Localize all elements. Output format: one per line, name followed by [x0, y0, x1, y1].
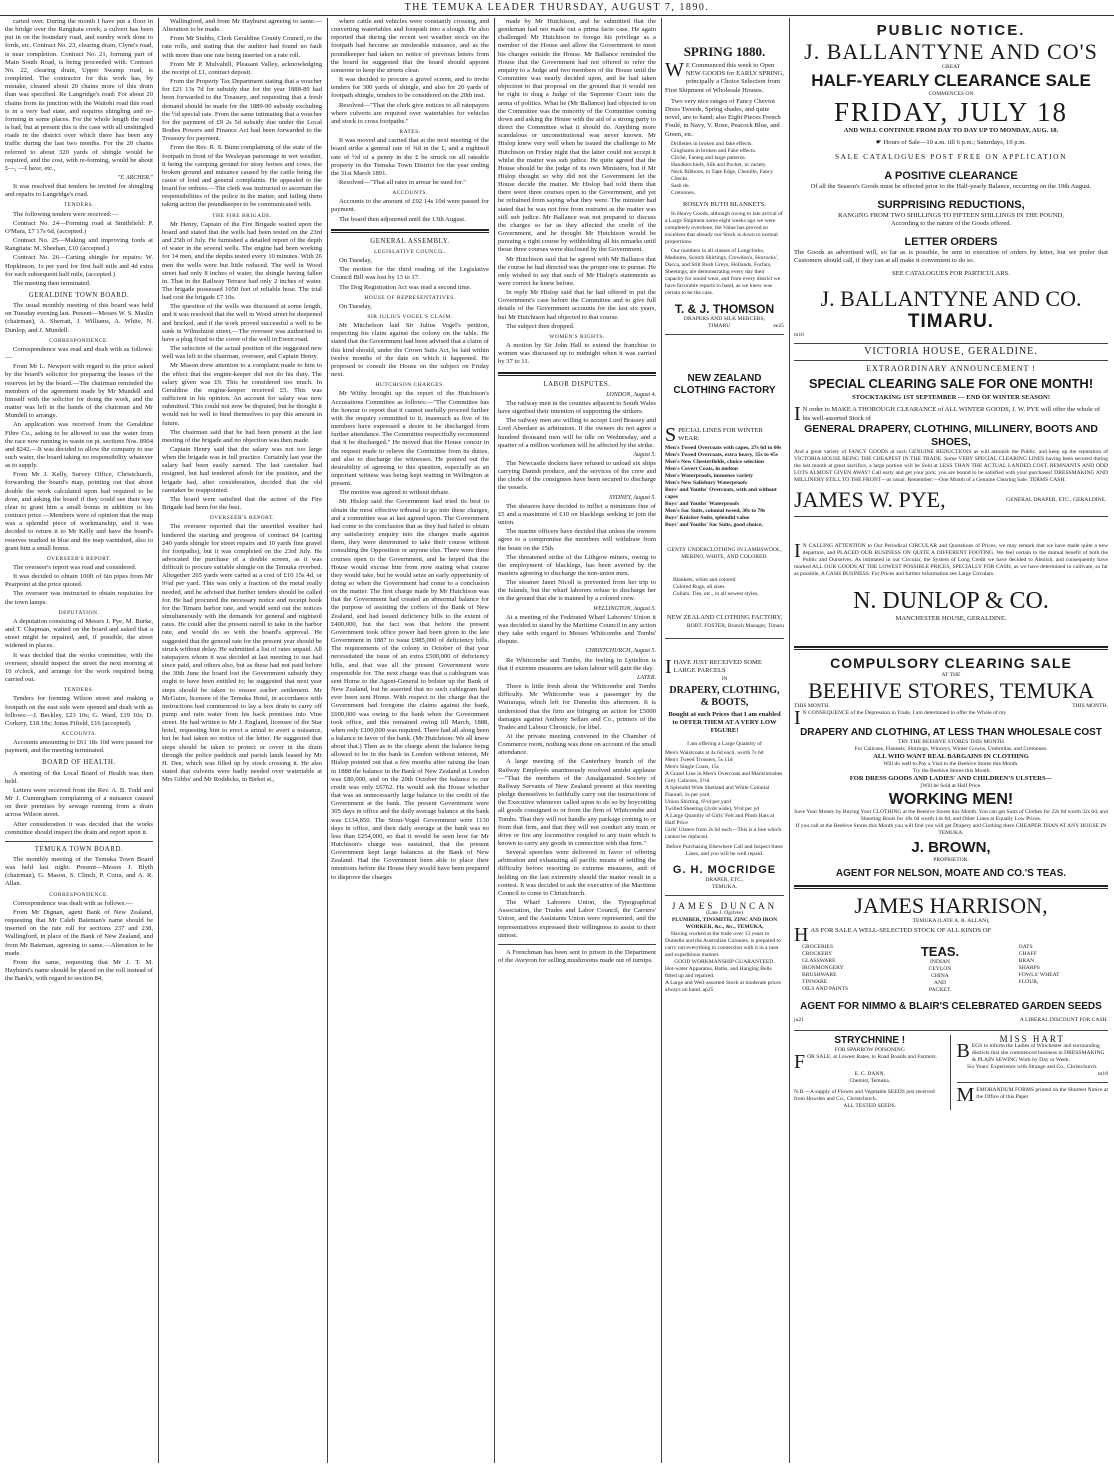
- list-item: A Large Quantity of Girls' Felt and Plush Hats at Half Price: [665, 813, 775, 827]
- ref-code: m18: [1098, 1071, 1108, 1078]
- article-text: The Newcastle dockers have refused to unload six ships carrying Danish produce, and the services of the crew and the clerks of the consignees have been secured to discharge the vessels.: [498, 459, 656, 492]
- subheading: THE FIRE BRIGADE.: [212, 212, 272, 219]
- section-heading: LABOR DISPUTES.: [543, 380, 611, 388]
- article-text: carted over. During the month I have put a floor in the bridge over the Rangitata creek, a culvert has been put in on the boundary road, and sundry work done to fords, etc. Contract No. 23, clearing drain, Clyne's road, is near completion. Contract No. 21, forming part of Main South Road, is being proceeded with. Contract No. 22, clearing drain, Upper Swamp road, is completed. The contractor for this work has, by mistake, cleaned about 20 chains more of this drain than was specified. Re Langridge's road: For about 20 chains from its junction with the Waitohi road this road is in a very bad state, and requires shingling and re-forming in some places. For the whole length the road is bad, but at present this is the case with all unshingled roads in the district over which there has been any traffic during the last two months. For the 20 chains referred to about 320 yards of shingle would be required, and the cost, with re-forming, would be about £—, —I have, etc.,: [5, 18, 153, 172]
- harrison-footer: ju21 A LIBERAL DISCOUNT FOR CASH.: [794, 1017, 1108, 1024]
- pye-name: JAMES W. PYE,: [794, 487, 946, 513]
- article-text: The overseer reported that the unsettled weather had hindered the starting and progress of contract 84 (carting 240 yards shingle for street repairs and 10 yards fine gravel for footpaths), but it was completed on the 23rd July. He advocated the purchase of a double screen, as it was difficult to procure suitable shingle on the Temuka riverbed. Altogether 265 yards were carted at a cost of £10 15s 4d, or 9¼d per yard. This was only a fraction of the metal really needed, and he advised that further tenders should be called for. He had procured the necessary notice and receipt book for the Timaru harbor rate, and would send out the notices simultaneously with the demands for general and nightsoil rates. He could alter the present ratroll to take in the harbor rate, and would do so with the board's approval. He suggested that the general rate for the present year should be struck without delay. He submitted a list of rates unpaid. All ratepayers whom it was decided at last meeting to sue had since paid, and others also, but as these had not paid before the 30th June the board lost the Government subsidy they ought to have been entitled to; he suggested that next year steps should be taken to ensure earlier settlement. Mr McGuire, licensee of the Temuka Hotel, in accordance with instructions had commenced to lay a box drain to carry off pump and rain water from his back premises into Vine street. He had written to Mr J. England, licensee of the Star hotel, requesting him to erect a urinal to avert a nuisance, but he had taken no notice of the letter. He suggested that steps should be taken to protect or cover in the drain through the police paddock and parish lands leased by Mr H. Dee, which was filled up by stock crossing it. He also stated that culverts were badly needed over watertable at Mrs Gibbs' and Mr Roddicks, in Birket st.,: [162, 523, 322, 784]
- proprietor: PROPRIETOR.: [933, 857, 969, 864]
- article-text: A large meeting of the Canterbury branch of the Railway Employés unanimously resolved amidst applause—"That the members of the Amalgamated Society of Railway Servants of New Zealand present at this meeting pledge themselves to faithfully carry out the instructions of the Executive whenever called upon to do so by boycotting all goods consigned to or from the firm of Whitcombe and Tombs. That they will not handle any package coming to or from that firm, and that they will not conduct any train or drive or fire any locomotive coupled to any train which is known to carry any goods in connection with that firm.": [498, 758, 656, 847]
- list-item: Blankets, white and colored: [673, 577, 736, 584]
- harrison-name: JAMES HARRISON,: [854, 893, 1048, 919]
- list-item: Sash do.: [671, 182, 690, 189]
- hart-name: MISS HART: [999, 1034, 1065, 1045]
- public-notice: PUBLIC NOTICE.: [876, 22, 1026, 39]
- column-2: [158, 18, 325, 1463]
- dropcap-b: B: [956, 1040, 970, 1063]
- sale-date: FRIDAY, JULY 18: [833, 97, 1069, 127]
- morgan-town: TEMUKA.: [711, 884, 738, 891]
- ballantyne-heading: J. BALLANTYNE AND CO'S: [804, 39, 1098, 64]
- this-month: THIS MONTH. THIS MONTH.: [794, 702, 1108, 709]
- list-item: Men's Tweed Trousers, 5s 11d: [665, 757, 733, 764]
- column-1: [2, 18, 156, 1463]
- dropcap-i: I: [794, 706, 801, 729]
- article-text: From Mr L. Newport with regard to the price asked by the board's solicitor for preparing the leases of the reserves let by the board.—The chairman reminded the members of the agreement made by Mr Mundell and himself with the solicitor for doing the work, and the matter was left in the hands of the chairman and Mr Mundell to arrange.: [5, 363, 153, 420]
- column-3: [327, 18, 492, 1463]
- morgan-list: [665, 750, 784, 841]
- list-item: GLASSWARE: [802, 958, 836, 965]
- subheading: TENDERS.: [63, 687, 95, 694]
- dropcap-i: I: [794, 540, 801, 563]
- article-text: Wallingford, and from Mr Hayhurst agreeing to same.—Alteration to be made.: [162, 18, 322, 34]
- article-text: The overseer was instructed to obtain requisites for the town lamps.: [5, 590, 153, 606]
- list-item: Men's Covert Coats, in melton: [665, 466, 738, 473]
- nzcf-genuine: GENTS' UNDERCLOTHING IN LAMBSWOOL, MERINO, WHITE, AND COLORED.: [667, 547, 782, 561]
- divider: [794, 1030, 1108, 1031]
- thomson-town: TIMARU ee25: [708, 323, 784, 330]
- article-text: The motion for the third reading of the Legislative Council Bill was lost by 13 to 17.: [331, 266, 489, 282]
- newspaper-masthead: THE TEMUKA LEADER THURSDAY, AUGUST 7, 1890.: [0, 0, 1114, 16]
- article-text: A Frenchman has been sent to prison in the Department of the Aveyron for selling mushrooms made out of turnips.: [498, 948, 656, 965]
- divider: [794, 343, 1108, 344]
- article-text: where cattle and vehicles were constantly crossing, and converting watertables and footpath into a slough. He also reported that during the recent wet weather stock on the footpath had become an intolerable nuisance, and as the poundkeeper had taken no notice of previous letters from the board he suggested that the board should appoint someone to keep the streets clear.: [331, 18, 489, 74]
- dunlop-name: N. DUNLOP & CO.: [853, 588, 1049, 615]
- article-text: Correspondence was read and dealt with as follows:—: [5, 345, 153, 362]
- hart-ad: [957, 1035, 1109, 1110]
- commences: COMMENCES ON: [928, 91, 974, 97]
- article-text: Mr Withy brought up the report of the Hutchison's Accusations Committee as follows:—"The Committee has the honour to report that it cannot usefully proceed further with the enquiry committed to it, inasmuch as five of its members have expressed a desire to be discharged from further attendance. The Committee respectfully recommend that it be discharged." He moved that the House concur in the request made to relieve the Committee from its duties, and also to discharge the witnesses. He pointed out the desirability of agreeing to this question, especially as an important witness was being kept waiting in Wellington at present.: [331, 390, 489, 488]
- dropcap-i: I: [665, 655, 672, 678]
- victoria-house: VICTORIA HOUSE, GERALDINE.: [864, 345, 1038, 357]
- duncan-good: GOOD WORKMANSHIP GUARANTEED.: [674, 959, 775, 966]
- list-item: OATS: [1018, 944, 1033, 951]
- divider: [665, 895, 784, 896]
- nzcf-footer: NEW ZEALAND CLOTHING FACTORY,: [666, 614, 783, 622]
- article-text: It was decided that the works committee, with the overseer, should inspect the street the next morning at 10 o'clock, and arrange for the work required being carried out.: [5, 651, 153, 684]
- list-item: Men's Tweed Overcoats, extra heavy, 35s to 45s: [665, 452, 778, 459]
- list-item: Men's Single Coats, 15s: [665, 764, 719, 771]
- article-text: A meeting of the Local Board of Health was then held.: [5, 769, 153, 785]
- article-text: On Tuesday,: [339, 302, 372, 310]
- brown-big: DRAPERY AND CLOTHING, AT LESS THAN WHOLESALE COST: [800, 726, 1102, 738]
- list-item: Cliché, Fanteg and large patterns.: [671, 154, 747, 161]
- section-heading: BOARD OF HEALTH.: [42, 759, 116, 767]
- roslyn-body-2: Our numbers in all classes of Longcloths, Mediums, Scotch Shirtings, Crewdon's, Horrocks', Dacca, and Stilt Bush Greys, Hollands, Forfars, Sheetings, are demonstrating every day their capacity for sound wear, and from every district we have favorable reports to hand, as we knew was certain to be the case.: [665, 248, 781, 297]
- list-item: Boys' and Youths' Waterproofs: [665, 501, 740, 508]
- morgan-intro: IHAVE JUST RECEIVED SOME LARGE PARCELS: [665, 655, 762, 678]
- column-5-ads: [661, 18, 787, 1463]
- article-text: The chairman said that he had been present at the last meeting of the brigade and no objection was then made.: [162, 428, 322, 444]
- article-text: From the Rev. R. S. Bunn complaining of the state of the footpath in front of the Wesleyan parsonage in wet weather, it being the camping ground for stray horses and cows, the broken ground and nuisance caused by the cattle being the cause of loud and general complaints. He appealed to the board for redress.—The clerk was instructed to ascertain the responsibilities of the police in the matter, and failing them taking action the poundkeeper to be communicated with.: [162, 144, 322, 209]
- duncan-trade: PLUMBER, TINSMITH, ZINC AND IRON WORKER, &c., &c., TEMUKA,: [671, 917, 778, 931]
- article-text: After consideration it was decided that the works committee should inspect the drain and report upon it.: [5, 820, 153, 836]
- list-item: TINWARE: [802, 979, 828, 986]
- dropcap-w: W: [665, 59, 684, 81]
- brown-body-2: For Calicoes, Flannels, Shirtings, Winceys, Winter Gowns, Umbrellas, and Cretonnes.: [854, 745, 1048, 752]
- article-text: made by Mr Hutchison, and he submitted that the gentleman had not made out a prima facie case. He again challenged Mr Hutchison to forego his privilege as a member of the House and allow the Government to meet his charges outside the House. Mr Ballance reminded the House that the Government had not offered to refer the enquiry to a Judge and two members of the House until the Committee was nearly decided upon, and he had taken objection to that proposal on the ground that it would not be right to drag a Judge of the Supreme Court into the arena of politics. What he (Mr Ballance) had objected to on the Committee was the minority of the Committee coming down and asking the House with the aid of a strong party to direct the Committee what it should do. Anything more scandalous or unconstitutional was never known. Mr Hislop knew very well when he issued the challenge to Mr Hutchison on Friday night that the latter could not accept it whilst the matter was sub judice. He quite agreed that the House should be the judge of its own Ministers, but if Mr Hislop thought so why did not the Government let the House decide the matter. Mr Hislop had told them that there were three courses open to the Government, and yet he refrained from saying what they were. The minister had stated that he was not free from restraint as the matter was still sub judice. Mr Ballance was not prepared to discuss the charges so far as they affected the credit of the Government, and he thought Mr Hutchison would be pursuing a right course by withholding all his remarks until those three courses were disclosed by the Government.: [498, 18, 656, 254]
- article-text: Resolved—"That the clerk give notices to all ratepayers where culverts are required over watertables for vehicles and stock to cross footpaths.": [331, 101, 489, 125]
- chemist: Chemist, Temuka.: [849, 1078, 891, 1085]
- duncan-body: Having worked at the trade over 13 years in Dunedin and the Australian Colonies, is prepared to carry out everything in connection with it in a neat and expeditious manner.: [665, 931, 781, 959]
- article-text: From the same, requesting that Mr J. T. M. Hayhurst's name should be placed on the roll instead of the Bank's, with regard to section 84,: [5, 958, 153, 983]
- nzcf-list: [665, 445, 784, 529]
- positive: A POSITIVE CLEARANCE: [884, 169, 1018, 182]
- stock-list-right: [989, 944, 1108, 994]
- morgan-in: IN: [721, 675, 728, 682]
- nzcf-manager: ROBT. FOSTER, Branch Manager, Timaru: [686, 622, 784, 629]
- brown-body: I N CONSEQUENCE of the Depression in Trade, I am determined to offer the Whole of my: [794, 706, 1007, 729]
- list-item: Ginghams in broken and Fake effects.: [671, 147, 757, 154]
- subheading: OVERSEER'S REPORT.: [209, 515, 275, 522]
- article-text: The question of the wells was discussed at some length, and it was resolved that the well in Wood street be deepened and bricked, and if the work proved successful a well to be sunk in Wilmshurst street,—The overseer was authorised to have a plug fixed to the cover of the well in Ewen road.: [162, 303, 322, 343]
- timaru: TIMARU.: [907, 310, 995, 332]
- signature: "F. ARCHER.": [117, 174, 153, 181]
- article-text: Several speeches were delivered in favor of offering arbitration and exhausting all pacific means of settling the difficulty before resorting to extreme measures, and of holding on the last extremity should the matter result in a contest. It was decided to ask the executive of the Maritime Council to come to Christchurch.: [498, 849, 656, 897]
- article-text: The meeting then terminated.: [13, 279, 91, 287]
- article-text: The shearers have decided to inflict a minimum fine of £5 and a maximum of £10 on blacklegs seeking to join the union.: [498, 502, 656, 527]
- article-text: It was decided to obtain 100ft of 6in pipes from Mr Pearpoint at the price quoted.: [5, 573, 153, 589]
- list-item: PACKET.: [928, 987, 952, 994]
- list-item: Handkerchiefs, Silk and Pocket, in variety.: [671, 161, 767, 168]
- working-men: WORKING MEN!: [888, 791, 1014, 809]
- list-item: A Splendid Wide Shetland and White Colonial Flannel, 1s per yard: [665, 785, 770, 799]
- article-text: Resolved—"That all rates in arrear be sued for.": [339, 178, 466, 186]
- dateline: CHRISTCHURCH, August 5.: [585, 648, 656, 655]
- list-item: BRUSHWARE: [802, 972, 837, 979]
- morgan-trade: DRAPER, ETC.,: [705, 877, 744, 884]
- letter-orders: LETTER ORDERS: [904, 236, 998, 249]
- article-text: Mr Mason drew attention to a complaint made to him to the effect that the engine-keeper did not do his duty. The salary given was £9. This he considered too much. In Geraldine the engine-keeper received £5. This was sufficient in his opinion. An account for salary was now submitted. This could not now be disputed, but he thought it would not be well to bind themselves to pay this amount in future.: [162, 362, 322, 427]
- ballantyne-footer: J. BALLANTYNE AND CO.: [820, 285, 1082, 311]
- list-item: FOWLS' WHEAT: [1018, 972, 1060, 979]
- beehive: BEEHIVE STORES, TEMUKA: [808, 677, 1094, 703]
- nzcf-list-2: [665, 577, 784, 598]
- positive-body: Of all the Season's Goods must be effected prior to the Half-yearly Balance, occurring on the 19th August.: [810, 182, 1092, 190]
- subheading: ACCOUNTS.: [392, 190, 428, 197]
- extraordinary: EXTRAORDINARY ANNOUNCEMENT !: [866, 364, 1036, 374]
- article-text: From Mr Stubbs, Clerk Geraldine County Council, re the rate rolls, and stating that the auditor had found no fault with more than one rate being inserted on a rate roll.: [162, 35, 322, 59]
- halfyearly: HALF-YEARLY CLEARANCE SALE: [811, 71, 1091, 90]
- strychnine-sub: FOR SPARROW POISONING: [834, 1047, 905, 1054]
- article-text: The following tenders were received:—: [13, 210, 119, 218]
- article-text: Mr Mitchelson laid Sir Julius Vogel's petition, respecting his claim against the colony on the table. He stated that the Government had been advised that a claim of this kind should, under the Crown Suits Act, be laid within twelve months of the date on which it happened. He proposed to consult the House on the subject on Friday next.: [331, 322, 489, 379]
- list-item: Collars, Ties, etc., in all newest styles,: [673, 591, 759, 598]
- stocktaking: STOCKTAKING 1ST SEPTEMBER — END OF WINTER SEASON!: [851, 394, 1051, 402]
- agent-teas: AGENT FOR NELSON, MOATE AND CO.'S TEAS.: [835, 868, 1067, 880]
- list-item: Men's Waterproofs, immense variety: [665, 473, 754, 480]
- list-item: Men's Waistcoats at 4s 6d each, worth 7s 6d: [665, 750, 764, 757]
- dropcap-h: H: [794, 924, 809, 947]
- article-text: At the private meeting convened in the Chamber of Commerce room, nothing was done on account of the small attendance.: [498, 732, 656, 757]
- surprising-body-2: According to the nature of the Goods offered.: [890, 220, 1012, 228]
- dunlop-body: I N CALLING ATTENTION to Our Periodical CIRCULAR and Quotations of Prices, we may remark that we have made quite a new departure, and PLACED OUR BUSINESS ON QUITE A DIFFERENT FOOTING. We feel certain to the mutual benefit of both the Public and Ourselves. As intimated in our Circular, the System of Long Credit we have decided to Abolish, and consequently have marked ALL OUR GOODS AT THE LOWEST POSSIBLE PRICES, SPECIALLY FOR CASH, as we have determined to cultivate, so far as possible, A CASH BUSINESS. For Prices and further information see Large Circulars.: [794, 540, 1108, 578]
- continue: AND WILL CONTINUE FROM DAY TO DAY UP TO MONDAY, AUG. 18.: [843, 127, 1059, 134]
- list-item: Boys' and Youths' Sac Suits, good choice,: [665, 522, 763, 529]
- great: GREAT: [941, 64, 961, 70]
- divider: [794, 646, 1108, 650]
- article-text: Letters were received from the Rev. A. B. Todd and Mr J. Cunningham complaining of a nuisance caused on their premises by sewage running from a drain across Wilson street.: [5, 786, 153, 819]
- surprising-body: RANGING FROM TWO SHILLINGS TO FIFTEEN SHILLINGS IN THE POUND,: [838, 211, 1064, 219]
- thomson-name: T. & J. THOMSON: [674, 302, 775, 317]
- article-text: A motion by Sir John Hall to extend the franchise to women was discussed up to midnight when it was carried by 37 to 11.: [498, 342, 656, 366]
- article-text: From Mr P. Mulvahill, Pleasant Valley, acknowledging the receipt of £1, contract deposit.: [162, 60, 322, 76]
- article-text: Captain Henry said that the salary was not too large when the brigade was in full practice. Certainly last year the salary had been easily earned. The last caretaker had resigned, but had tendered afresh for the position, and the brigade had, after consideration, decided that the old caretaker be reappointed.: [162, 445, 322, 494]
- dateline: SYDNEY, August 5.: [609, 494, 656, 501]
- divider: [794, 885, 1108, 889]
- spring-ad-intro: W E Commenced this week to Open NEW GOODS for EARLY SPRING, principally a Choice Selection from First Shipment of Wholesale Houses.: [665, 59, 784, 94]
- list-item: CROCKERY: [802, 951, 833, 958]
- list-item: CHAFF: [1018, 951, 1037, 958]
- duncan-late: (Late J. Ogilvie): [706, 910, 743, 917]
- article-text: Re Whitcombe and Tombs, the feeling in Lyttelton is that if extreme measures are taken labour will gain the day.: [498, 656, 656, 672]
- article-text: The motion was agreed to without debate.: [339, 489, 450, 497]
- article-text: Mr Hutchison said that he agreed with Mr Ballance that the course he had directed was the proper one to pursue. He only wished to say that such of Mr Hislop's statements as were correct he knew before.: [498, 255, 656, 287]
- divider: [498, 944, 656, 945]
- list-item: Boys' Knicker Suits, splendid value: [665, 515, 750, 522]
- stock-list-mid: [895, 944, 984, 994]
- dateline: LONDON, August 4.: [606, 391, 656, 398]
- article-text: The selection of the actual position of the suggested new well was left to the chairman, overseer, and Captain Henry.: [162, 345, 322, 361]
- list-item: SHARPS: [1018, 965, 1040, 972]
- try-beehive-2: Try the Beehive Stores this Month: [912, 767, 990, 774]
- subheading: DEPUTATION.: [58, 609, 100, 616]
- dropcap-m: M: [956, 1084, 975, 1107]
- list-item: BRAN: [1018, 958, 1035, 965]
- duncan-name: JAMES DUNCAN: [671, 901, 778, 912]
- list-item: INDIAN: [930, 959, 950, 966]
- roslyn-heading: ROSLYN BUTH BLANKETS.: [682, 200, 767, 208]
- article-text: Contract No. 26—Carting shingle for repairs: W. Hopkinson, 1s per yard for first half mile and 4d extra for each subsequent half mile, (accepted.): [5, 254, 153, 278]
- working-body-2: If you call at the Beehive Stores this Month you will find you will get Drapery and Clothing there CHEAPER THAN AT ANY HOUSE IN TEMUKA.: [795, 823, 1107, 837]
- article-text: From the Property Tax Department stating that a voucher for £21 13s 7d for subsidy due for the year 1888-89 had been forwarded to the Treasury, and requesting that a fresh demand should be made for the 1889-90 subsidy excluding the ½d special rate. From the same intimating that a voucher for the payment of £9 2s 5d subsidy due under the Local Bodies Powers and Finance Act had been forwarded to the Treasury for payment.: [162, 78, 322, 143]
- stock-list-left: [794, 944, 891, 994]
- article-text: Mr Henry, Captain of the Fire Brigade waited upon the board and stated that the wells had been tested on the 23rd and 25th of July. He furnished a detailed report of the depth of water in the several wells. The engine had been working for 14 men, and the depths tested every 10 minutes. With 26 men the wells were but little reduced. The well in Wood street had only 8 inches of water, the shingle having fallen in. That in the Railway Terrace had only 2 inches of water. The brigade possessed 1050 feet of reliable hose. The trial had cost the brigade £7 10s.: [162, 220, 322, 302]
- article-text: The marine officers have decided that unless the owners agree to a compromise the members will withdraw from the boats on the 15th.: [498, 528, 656, 552]
- article-text: The railway men in the counties adjacent to South Wales have signified their intention of supporting the strikers.: [498, 399, 656, 416]
- article-text: The usual monthly meeting of this board was held on Tuesday evening last. Present—Messrs W. S. Maslin (chairman), A. Sherratt, J. Williams, A. White, N. Dunlop, and J. Mundell.: [5, 302, 153, 334]
- article-text: Contract No. 24—Forming road at Smithfield: P. O'Mara, £7 17s 6d, (accepted.): [5, 219, 153, 235]
- dropcap-i: I: [794, 403, 801, 426]
- subheading: LEGISLATIVE COUNCIL.: [373, 248, 447, 255]
- subheading: HUTCHISON CHARGES.: [375, 382, 445, 389]
- harrison-sub: TEMUKA (LATE A. R. ALLAN),: [912, 918, 990, 925]
- list-item: GROCERIES: [802, 944, 834, 951]
- spring-heading: SPRING 1880.: [683, 44, 766, 59]
- subheading: WOMEN'S RIGHTS.: [549, 333, 605, 340]
- article-text: The monthly meeting of the Temuka Town Board was held last night. Present—Messrs J. Blyth (chairman), G. Mason, S. Clinch, P. Coira, and A. R. Allan.: [5, 856, 153, 888]
- subheading: SIR JULIUS VOGEL'S CLAIM.: [367, 314, 453, 320]
- hart-body: BEGS to inform the Ladies of Winchester and surrounding districts that she commenced business in DRESSMAKING & PLAIN SEWING Work by Day or Week.: [956, 1040, 1105, 1064]
- morgan-body: Bought at such Prices that I am enabled to OFFER THEM AT A VERY LOW FIGURE!: [668, 710, 781, 735]
- try-beehive: TRY THE BEEHIVE STORES THIS MONTH: [898, 738, 1004, 745]
- article-text: Mr Hislop said the Government had tried its best to obtain the most effective tribunal to go into these charges, and a committee was at last agreed upon. The Government had come to the conclusion that as they had failed to obtain any satisfactory enquiry into the charges made against them, they were determined to take their course without consulting the Opposition or anyone else. There were three courses open to the Government, and he hoped that the House would excuse him from now stating what course they would take, but he would seize an early opportunity of doing so when the Government had come to a conclusion on the matter. The first charge made by Mr Hutchison was that the Government had created an abnormal balance for the purpose of assisting the coffers of the Bank of New Zealand, and had issued deficiency bills to the extent of £400,000, but the fact was that before the present Government took office power had been given to the late Government in 1887 to issue £985,000 of deficiency bills. The requirements of the colony in October of that year necessitated the issue of an extra £500,000 of deficiency bills, and that was all the present Government were responsible for. The next charge was that a cablegram was sent Home to the Agent-General to bolster up the Bank of New Zealand, but he asserted that no such cablegram had ever been sent Home. With respect to the charge that the Government had foregone the claims against the bank, £600,000 was owing to the bank when the Government took office, and this remained owing till March, 1888, when only £100,000 was required. There had all along been a balance in favor of the bank. (Mr Hutchison: We all know about that.) Then as to the charge about the balance being allowed to be in the bank in London without interest, Mr Hislop pointed out that a few months after raising the loan in 1888 the balance in the Bank of New Zealand at London was £80,000, and on the 20th October the balance to our credit was only £6762. He would ask the House whether that was an unnecessarily large balance to the credit of the Government at the bank. The present Government were 305 days in office and the daily average balance at the bank was £134,850. The Stout-Vogel Government were 1130 days in office, and their daily average at the bank was no less than £254,000, so that it would be seen how far Mr Hutchison's charge was sustained, that the present Government kept large balances at the Bank of New Zealand. Had the Government been able to place their intentions before the House they would have been prepared to disprove the charges: [331, 498, 489, 881]
- list-item: FLOUR,: [1018, 979, 1039, 986]
- list-item: Cretonnes,: [671, 189, 696, 196]
- list-item: OILS AND PAINTS: [802, 986, 849, 993]
- dann: E. C. DANN,: [854, 1071, 885, 1078]
- morgan-name: G. H. MOCRIDGE: [672, 864, 777, 877]
- morgan-offer: I am offering a Large Quantity of: [687, 741, 762, 748]
- section-heading: GERALDINE TOWN BOARD.: [28, 292, 130, 299]
- catalogues: SALE CATALOGUES POST FREE ON APPLICATION: [835, 152, 1067, 162]
- subheading: CORRESPONDENCE.: [49, 337, 109, 344]
- strychnine-ad: [794, 1035, 951, 1110]
- article-text: The overseer's report was read and considered.: [13, 564, 137, 571]
- list-item: CHINA: [931, 973, 949, 980]
- list-item: Men's Tweed Overcoats with capes, 27s 6d to 60s: [665, 445, 782, 452]
- article-text: It was resolved that tenders be invited for shingling and repairs to Langridge's road.: [5, 183, 153, 199]
- roslyn-body: In Heavy Goods, although owing to late arrival of a Large Shipment some eight weeks ago we were completely overdone, the Value has proved so excellent that already our Stock is down to normal proportions.: [665, 211, 783, 246]
- duncan-body-3: A Large and Well-assorted Stock at moderate prices always on hand. ap25: [665, 980, 781, 994]
- see-catalogues: SEE CATALOGUES FOR PARTICULARS.: [892, 269, 1010, 277]
- article-text: From Mr J. Kelly, Survey Office, Christchurch, forwarding the board's map, pointing out that about double the work calculated upon had required to be done, and asking the board if they could see their way clear to grant him a small bonus in addition to his contract price.—Members were of opinion that the map was a splendid piece of workmanship, and it was decided to return it to Mr Kelly and have the board's reserves marked in blue and the map varnished, also to grant him a small bonus.: [5, 471, 153, 552]
- spring-ad-body: Two very nice ranges of Fancy Cheviot Dress Tweeds, Spring shades, and quite novel, are to hand; also Eight Pieces French Foulé, in Navy, V. Rose, Peacock Blue, and Green, etc.: [665, 97, 781, 138]
- article-text: There is little fresh about the Whitcombe and Tombs difficulty. Mr Whitcombe was a passenger by the Wairarapa, which left for Dunedin this afternoon. It is understood that the firm are bringing an action for £5000 damages against Anthony Sellars and Co., printers of the Trades and Labour Chronicle, for libel.: [498, 683, 656, 731]
- list-item: Colored Rugs, all sizes: [673, 584, 725, 591]
- article-text: Tenders for forming Wilson street and making a footpath on the east side were opened and dealt with as follows:—J. Beckley, £23 10s; G. Ward, £19 10s; D. Corkery, £18 18s; Jonas Fifield, £16 (accepted).: [5, 695, 153, 727]
- memo: MEMORANDUM FORMS printed on the Shortest Notice at the Office of this Paper: [956, 1084, 1108, 1107]
- list-item: Drillettes in broken and fake effects.: [671, 140, 753, 147]
- compulsory: COMPULSORY CLEARING SALE: [830, 654, 1072, 671]
- hours: ☛ Hours of Sale—10 a.m. till 6 p.m.; Saturdays, 10 p.m.: [875, 139, 1027, 147]
- article-text: In reply Mr Hislop said that he had offered to put the Government's case before the Committee and to give full details of the Government accounts for the last six years, but Mr Hutchison had objected to that course.: [498, 289, 656, 321]
- teas: TEAS.: [920, 944, 960, 960]
- article-text: The steamer Janet Nicoll is prevented from her trip to the Islands, but the wharf laborers refuse to discharge her on the ground that she is manned by a colored crew.: [498, 579, 656, 603]
- article-text: It was decided to procure a gravel screen, and to invite tenders for 300 yards of shingle, and also for 20 yards of footpath shingle, tenders to be considered on the 20th inst.: [331, 76, 489, 100]
- list-item: AND: [933, 980, 947, 987]
- subheading: CORRESPONDENCE.: [49, 891, 109, 898]
- list-item: Neck Ribbons, in Tape Edge, Chenille, Fancy Checks.: [671, 168, 774, 182]
- divider: [665, 334, 784, 335]
- subheading: ACCOUNTS.: [61, 730, 97, 737]
- list-item: Union Shirting, 6½d per yard: [665, 799, 731, 806]
- nzcf-intro: SPECIAL LINES FOR WINTER WEAR:: [665, 424, 763, 447]
- article-text: The board then adjourned until the 13th August.: [339, 215, 466, 223]
- section-heading: GENERAL ASSEMBLY.: [370, 237, 450, 245]
- column-4: [494, 18, 659, 1463]
- list-item: Men's Sac Suits, colonial tweed, 30s to 70s: [665, 508, 766, 515]
- hand-icon: ☛: [875, 139, 882, 147]
- divider: [794, 360, 1108, 361]
- morgan-cta: Before Purchasing Elsewhere Call and Inspect these Lines, and you will be well repaid.: [666, 844, 783, 858]
- morgan-goods: DRAPERY, CLOTHING, & BOOTS,: [669, 684, 780, 708]
- subheading: HOUSE OF REPRESENTATIVES.: [364, 294, 456, 301]
- article-text: A deputation consisting of Messrs J. Pye, M. Burke, and T. Chapman, waited on the board and asked that a street might be repaired, and, if possible, the street widened in places.: [5, 617, 153, 650]
- dateline: LATER.: [637, 674, 656, 681]
- strychnine: STRYCHNINE !: [834, 1035, 906, 1047]
- hart-body-2: Six Years' Experience with Strange and Co., Christchurch.: [967, 1064, 1098, 1071]
- ref-code: m16: [794, 331, 804, 338]
- divider: [498, 372, 656, 376]
- duncan-body-2: Hot-water Apparatus, Baths, and Hanging Bells fitted up and repaired.: [665, 966, 772, 980]
- divider: [5, 841, 153, 842]
- dunlop-addr: MANCHESTER HOUSE, GERALDINE.: [895, 615, 1007, 623]
- article-text: It was moved and carried that at the next meeting of the board strike a general rate of ¾d in the £, and a nightsoil rate of ½d of a penny in the £ be struck on all rateable property in the Temuka Town District for the year ending the 31st March 1891.: [331, 137, 489, 177]
- special-clearing: SPECIAL CLEARING SALE FOR ONE MONTH!: [808, 376, 1094, 392]
- subheading: TENDERS.: [63, 202, 95, 209]
- surprising: SURPRISING REDUCTIONS,: [877, 198, 1025, 211]
- divider: [957, 1082, 1109, 1083]
- article-text: The railway men are willing to accept Lord Brassey and Lord Aberdare as arbitrators. If the owners do not agree a hundred thousand men will be idle on Wednesday, and a quarter of a million workmen will be affected by the strike.: [498, 417, 656, 449]
- article-text: The board were satisfied that the action of the Fire Brigade had been for the best.: [162, 495, 322, 512]
- dropcap-f: F: [794, 1051, 806, 1074]
- garden-seeds: AGENT FOR NIMMO & BLAIR'S CELEBRATED GARDEN SEEDS: [800, 1001, 1102, 1013]
- article-text: The threatened strike of the Lithgow miners, owing to the employment of blacklegs, has been averted by the masters agreeing to discharge the non-union men.: [498, 553, 656, 577]
- subheading: OVERSEER'S REPORT.: [46, 555, 112, 562]
- article-text: The Wharf Laborers Union, the Typographical Association, the Trades and Labor Council, the Carriers' Union, and the Assistants Union were represented, and the representatives expressed their willingness to assist to their utmost.: [498, 899, 656, 939]
- seeds-note: N.B.—A supply of Flower and Vegetable SEEDS just received from Howden and Co., Christchurch.: [794, 1089, 935, 1103]
- pye-trade: GENERAL DRAPER, ETC., GERALDINE.: [1006, 496, 1107, 503]
- thomson-sub: DRAPERS AND SILK MERCERS,: [683, 316, 766, 323]
- divider: [331, 229, 489, 233]
- article-text: Accounts amounting to £61 18s 10d were passed for payment, and the meeting terminated.: [5, 739, 153, 755]
- will-do: Will do well to Pay a Visit to the Beehive Stores this Month.: [883, 760, 1019, 767]
- article-text: An application was received from the Geraldine Fibre Co., asking to be allowed to use the water from the race now running to waste on pt. sections Nos. 8904 and 8242.—It was decided to allow the company to use such water, the board taking no responsibility whatever as to supply.: [5, 421, 153, 470]
- list-item: Men's New Salisbury Waterproofs: [665, 480, 747, 487]
- list-item: Men's New Chesterfields, choice selection: [665, 459, 764, 466]
- article-text: Correspondence was dealt with as follows:—: [13, 899, 133, 907]
- at-the: AT THE: [941, 671, 961, 678]
- pye-signature: [794, 488, 1108, 512]
- dropcap-s: S: [665, 424, 677, 447]
- article-text: On Tuesday,: [339, 257, 372, 265]
- all-who: ALL WHO WANT REAL BARGAINS IN CLOTHING: [873, 752, 1029, 760]
- working-body: Save Your Money by Buying Your CLOTHING at the Beehive Stores this Month. You can get Suits of Clothes for 22s 6d worth 32s 6d, and Shooting Boots for 10s 6d worth 14s 6d, and Other Lines at Equally Low Prices.: [794, 809, 1108, 823]
- column-6-ads: [789, 18, 1112, 1463]
- tested-seeds: ALL TESTED SEEDS.: [843, 1103, 897, 1110]
- list-item: Grey Calicoes, 2½d: [665, 778, 710, 785]
- dresses: FOR DRESS GOODS AND LADIES' AND CHILDREN'S ULSTERS—: [849, 774, 1053, 782]
- spring-ad-list: [665, 141, 784, 197]
- section-heading: TEMUKA TOWN BOARD.: [34, 845, 124, 853]
- list-item: IRONMONGERY: [802, 965, 844, 972]
- article-text: Accounts to the amount of £92 14s 10d were passed for payment.: [331, 198, 489, 214]
- article-text: From Mr Dignan, agent Bank of New Zealand, requesting that Mr Caleb Bateman's name should be inserted on the rate roll for sections 237 and 238, Wallingford, in place of the Bank of New Zealand, and from Mr Bateman, agreeing to same.—Alteration to be made.: [5, 908, 153, 957]
- dateline: WELLINGTON, August 5.: [593, 605, 656, 612]
- article-text: At a meeting of the Federated Wharf Laborers' Union it was decided to stand by the Maritime Council in any action they take with regard to Messrs Whitcombe and Tombs' dispute.: [498, 613, 656, 646]
- general-drapery: GENERAL DRAPERY, CLOTHING, MILLINERY, BOOTS AND SHOES,: [804, 423, 1098, 449]
- pye-body: I N order to MAKE A THOROUGH CLEARANCE of ALL WINTER GOODS, J. W. PYE will offer the whole of his well-assorted Stock of: [794, 403, 1101, 426]
- harrison-stock: [794, 944, 1108, 994]
- list-item: Girls' Ulsters from 2s 6d each—This is a line which cannot be replaced.: [665, 827, 782, 841]
- article-text: Contract No. 25—Making and improving fords at Rangitata: M. Sheehan, £10 (accepted.): [5, 237, 153, 253]
- article-text: The subject then dropped.: [506, 322, 575, 330]
- divider: [794, 516, 1108, 517]
- dateline: August 5.: [633, 451, 656, 458]
- pye-body-2: And a great variety of FANCY GOODS at such GENUINE REDUCTIONS as will astonish the Public, and keep up the reputation of VICTORIA HOUSE BEING THE CHEAPEST IN THE TRADE. Some VERY SPECIAL CLEARING LINES having been secured during the last month at great sacrifice, a large portion will be Sold at LESS THAN THE ACTUAL LANDED COST. REMNANTS AND ODD LOTS ALMOST GIVEN AWAY! Call early and get your pick; you are bound to be satisfied with your purchases! DRESSMAKING AND MILLINERY STILL TO THE FRONT—as usual. Remember:—One Month of a Genuine Clearing Sale. TERMS CASH.: [794, 449, 1108, 484]
- harrison-intro: HAS FOR SALE A WELL-SELECTED STOCK OF ALL KINDS OF: [794, 924, 992, 947]
- list-item: A Grand Line in Men's Overcoats and Mackintoshes: [665, 771, 783, 778]
- divider: [665, 638, 784, 639]
- article-text: The Dog Registration Act was read a second time.: [339, 283, 472, 291]
- subheading: RATES.: [399, 129, 421, 136]
- list-item: Boys' and Youths' Overcoats, with and without capes: [665, 487, 777, 501]
- half-price: [Will be Sold at Half Price.: [920, 783, 982, 790]
- list-item: Twilled Sheeting (2yds wide), 9½d per yd: [665, 806, 760, 813]
- letter-body: The Goods as advertised will, so far as is possible, be sent in execution of orders by letter, but we prefer that Customers should call, if they can at all make it convenient to do so.: [794, 249, 1108, 265]
- strychnine-body: FOR SALE, at Lowest Rates, to Road Boards and Farmers.: [794, 1051, 938, 1074]
- list-item: CEYLON: [928, 966, 952, 973]
- nzcf-title: NEW ZEALAND CLOTHING FACTORY: [673, 373, 776, 397]
- brown-name: J. BROWN,: [911, 839, 991, 857]
- bottom-ads: [794, 1035, 1108, 1110]
